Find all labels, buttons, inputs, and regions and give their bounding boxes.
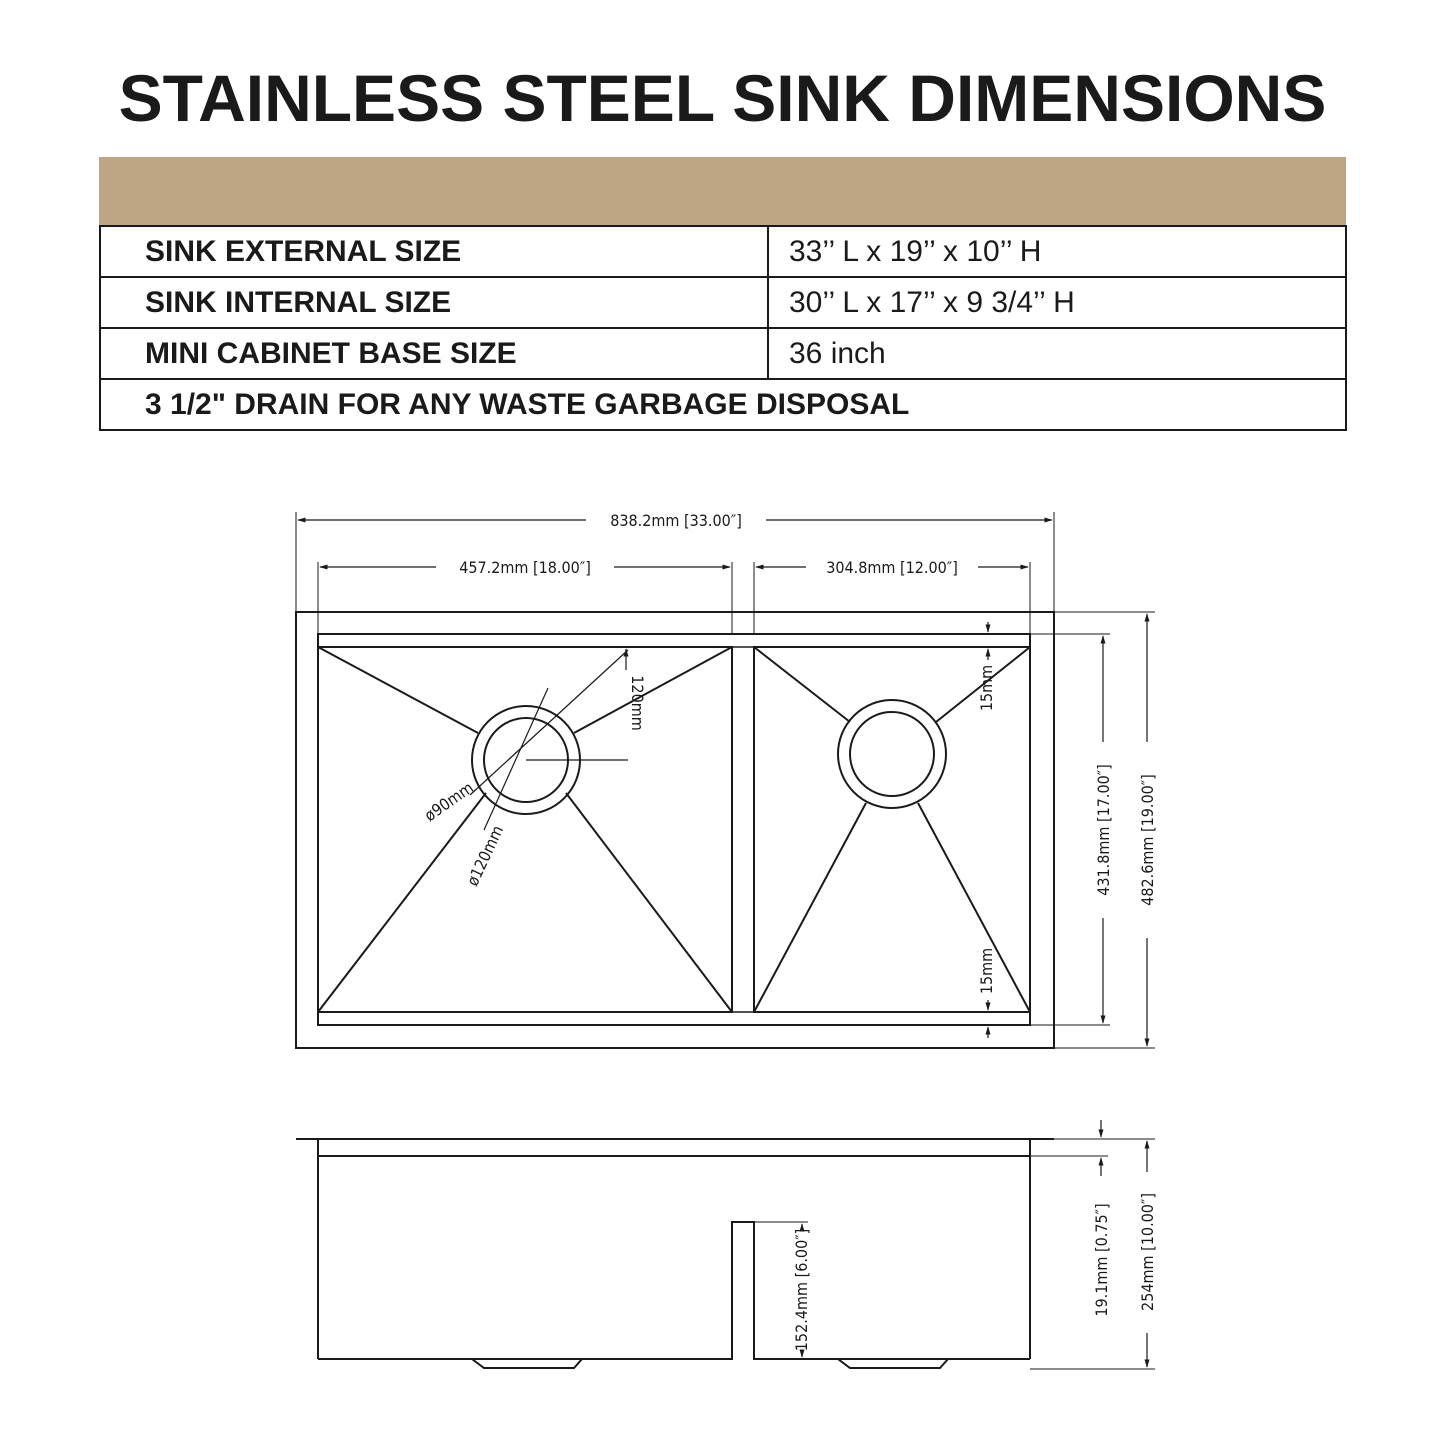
dim-flange-height: 19.1mm [0.75″] [1092,1203,1111,1317]
dim-corner-bottom: 15mm [977,947,996,995]
spec-label: SINK INTERNAL SIZE [100,277,768,328]
spec-label: MINI CABINET BASE SIZE [100,328,768,379]
drain-note: 3 1/2" DRAIN FOR ANY WASTE GARBAGE DISPOSAL [100,379,1346,430]
left-bowl [318,647,732,1012]
dim-corner-top: 15mm [977,664,996,712]
spec-value: 33’’ L x 19’’ x 10’’ H [768,226,1346,277]
sink-side-view [296,1139,1054,1368]
left-drain-outlet [472,1359,582,1368]
spec-value: 36 inch [768,328,1346,379]
dim-divider-height: 152.4mm [6.00″] [792,1228,811,1352]
spec-label: SINK EXTERNAL SIZE [100,226,768,277]
right-drain-outer [838,700,946,808]
page-title: STAINLESS STEEL SINK DIMENSIONS [118,61,1327,135]
dim-external-depth: 482.6mm [19.00″] [1138,774,1157,906]
dim-drain-dia-large: ø120mm [462,822,508,889]
dim-drain-dia-small: ø90mm [420,777,477,826]
dim-right-bowl-width: 304.8mm [12.00″] [826,558,958,577]
right-drain-inner [850,712,934,796]
dim-internal-depth: 431.8mm [17.00″] [1094,764,1113,896]
dim-left-bowl-width: 457.2mm [18.00″] [459,558,591,577]
dim-overall-width: 838.2mm [33.00″] [610,511,742,530]
right-drain-outlet [838,1359,948,1368]
sink-inner-edge [318,634,1030,1025]
dim-drain-offset: 120mm [628,675,647,731]
dim-total-height: 254mm [10.00″] [1138,1193,1157,1311]
spec-value: 30’’ L x 17’’ x 9 3/4’’ H [768,277,1346,328]
